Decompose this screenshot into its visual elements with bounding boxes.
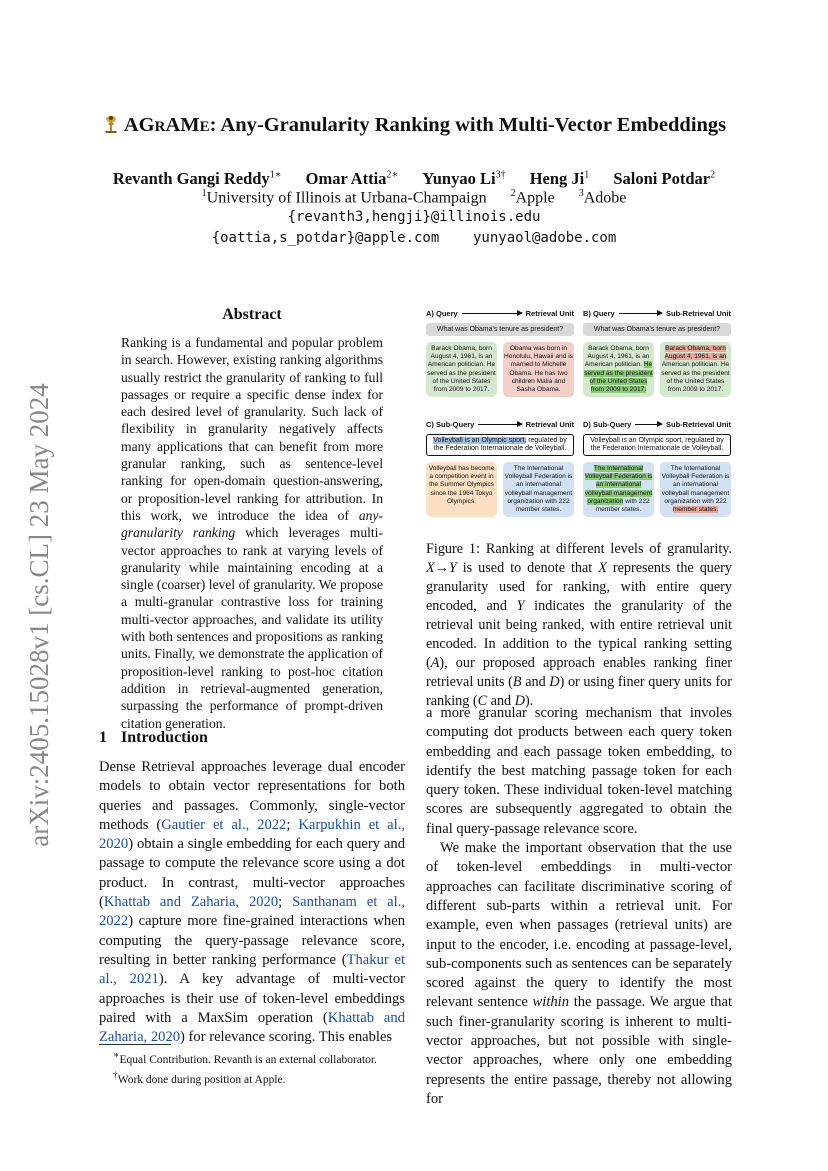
author: Yunyao $Li^{3\dagger}$ — [422, 169, 506, 188]
sub-query-box: Volleyball is an Olympic sport, regulated by the Federation Internationale de Volleyball. — [426, 434, 574, 456]
paragraph: a more granular scoring mechanism that involes computing dot products between each query token embedding and each passage token embedding, to identify the best matching passage token for each query token. These individual token-level matching scores are subsequently aggregated to obtain the final query-passage relevance score. — [426, 705, 732, 837]
query-box: What was Obama's tenure as president? — [583, 323, 731, 336]
paper-title: AGRAME: Any-Granularity Ranking with Multi-Vector Embeddings — [0, 114, 828, 137]
figure-panel-d: D) Sub-Query Sub-Retrieval Unit Volleyball is an Olympic sport, regulated by the Federation Internationale de Volleyball. The International Volleyball Federation is an international volleyball management organization with 222 member states. The International Volleyball Federation is an international volleyball management organization with 222 member states. — [583, 418, 731, 517]
author: Saloni Potdar$^2$ — [613, 169, 716, 188]
paragraph: We make the important observation that the use of token-level embeddings in multi-vector approaches can facilitate discriminative scoring of different sub-parts within a retrieval unit. For example, even when passages (retrieval units) are input to the encoder, i.e. encoding at passage-level, sub-components such as sentences can be separately scored against the query to identify the most relevant sentence within the passage. We argue that such finer-granularity scoring is inherent to multi-vector approaches, but not possible with single-vector approaches, where only one embedding represents the entire passage, thereby not allowing for — [426, 840, 733, 1107]
retrieval-card: Barack Obama, born August 4, 1961, is an American politician. He served as the president of the United States from 2009 to 2017. — [583, 342, 654, 397]
affiliations: $^1$University of Illinois at Urbana-Champaign $^2$Apple $^3$Adobe — [201, 188, 627, 207]
figure-caption: Figure 1: Ranking at different levels of granularity. X→Y is used to denote that X represents the query granularity used for ranking, with entire query encoded, and Y indicates the granularity of the retrieval unit being ranked, with entire retrieval unit encoded. In addition to the typical ranking setting (A), our proposed approach enables ranking finer retrieval units (B and D) or using finer query units for ranking (C and D). — [426, 541, 732, 709]
footnote-1: ∗Equal Contribution. Revanth is an external collaborator. — [113, 1050, 377, 1066]
footnotes — [99, 1048, 405, 1088]
query-box: What was Obama's tenure as president? — [426, 323, 574, 336]
retrieval-card: Volleyball has become a competition event in the Summer Olympics since the 1964 Tokyo Olympics. — [426, 462, 497, 517]
retrieval-card: The International Volleyball Federation is an international volleyball management organization with 222 member states. — [583, 462, 654, 517]
figure-panel-a: A) Query Retrieval Unit What was Obama's tenure as president? Barack Obama, born August 4, 1961, is an American politician. He served as the president of the United States from 2009 to 2017. Obama was born in Honolulu, Hawaii and is married to Michelle Obama. He has two children Malia and Sasha Obama. — [426, 307, 574, 397]
citation-link[interactable]: Khattab and Zaharia, 2020 — [103, 894, 279, 911]
retrieval-card: The International Volleyball Federation is an international volleyball management organization with 222 member states. — [660, 462, 731, 517]
right-column-text — [426, 704, 732, 1109]
retrieval-card: Barack Obama, born August 4, 1961, is an American politician. He served as the president of the United States from 2009 to 2017. — [660, 342, 731, 397]
footnote-2: †Work done during position at Apple. — [113, 1069, 286, 1086]
retrieval-card: Obama was born in Honolulu, Hawaii and is married to Michelle Obama. He has two children Malia and Sasha Obama. — [503, 342, 574, 397]
arrow-icon — [635, 424, 662, 425]
arxiv-identifier — [10, 345, 60, 885]
citation-link[interactable]: Thakur et al., 2021 — [99, 951, 406, 988]
citation-link[interactable]: Gautier et al., 2022 — [161, 816, 287, 833]
figure-panel-b: B) Query Sub-Retrieval Unit What was Obama's tenure as president? Barack Obama, born August 4, 1961, is an American politician. He served as the president of the United States from 2009 to 2017. Barack Obama, born August 4, 1961, is an American politician. He served as the president of the United States from 2009 to 2017. — [583, 307, 731, 397]
arxiv-id-text: arXiv:2405.15028v1 [cs.CL] 23 May 2024 — [24, 383, 54, 847]
grammy-trophy-icon — [102, 114, 120, 134]
citation-link[interactable]: Santhanam et al., 2022 — [99, 894, 405, 930]
footnote-divider — [99, 1044, 171, 1045]
arrow-icon — [462, 313, 522, 314]
author: Heng Ji$^1$ — [529, 169, 590, 188]
figure-1 — [426, 303, 732, 525]
email-line-2: {oattia,s_potdar}@apple.com yunyaol@adobe.com — [211, 230, 617, 246]
intro-paragraph: Dense Retrieval approaches leverage dual encoder models to obtain vector representations for both queries and passages. Commonly, single-vector methods (Gautier et al., 2022; Karpukhin et al., 2020) obtain a single embedding for each query and passage to compute the relevance score using a dot product. In contrast, multi-vector approaches (Khattab and Zaharia, 2020; Santhanam et al., 2022) capture more fine-grained interactions when computing the query-passage relevance score, resulting in better ranking performance (Thakur et al., 2021). A key advantage of multi-vector approaches is their use of token-level embeddings paired with a MaxSim operation (Khattab and Zaharia, 2020) for relevance scoring. This enables — [99, 759, 406, 1046]
figure-panel-c: C) Sub-Query Retrieval Unit Volleyball is an Olympic sport, regulated by the Federation Internationale de Volleyball. Volleyball has become a competition event in the Summer Olympics since the 1964 Tokyo Olympics. The International Volleyball Federation is an international volleyball management organization with 222 member states. — [426, 418, 574, 517]
abstract-heading: Abstract — [222, 306, 282, 323]
arrow-icon — [619, 313, 662, 314]
author: Omar Attia$^{2∗}$ — [305, 169, 399, 188]
sub-query-box: Volleyball is an Olympic sport, regulated by the Federation Internationale de Volleyball. — [583, 434, 731, 456]
author: Revanth Gangi Reddy$^{1∗}$ — [112, 169, 282, 188]
email-line-1: {revanth3,hengji}@illinois.edu — [287, 209, 541, 225]
author-list — [0, 169, 828, 189]
retrieval-card: Barack Obama, born August 4, 1961, is an American politician. He served as the president of the United States from 2009 to 2017. — [426, 342, 497, 397]
abstract-text: Ranking is a fundamental and popular problem in search. However, existing ranking algorithms usually restrict the granularity of ranking to full passages or require a specific dense index for each desired level of granularity. Such lack of flexibility in granularity negatively affects many applications that can benefit from more granular ranking, such as sentence-level ranking for open-domain question-answering, or proposition-level ranking for attribution. In this work, we introduce the idea of any-granularity ranking which leverages multi-vector approaches to rank at varying levels of granularity while maintaining encoding at a single (coarser) level of granularity. We propose a multi-granular contrastive loss for training multi-vector approaches, and validate its utility with both sentences and propositions as ranking units. Finally, we demonstrate the application of proposition-level ranking to post-hoc citation addition in retrieval-augmented generation, surpassing the performance of prompt-driven citation generation. — [121, 335, 383, 731]
retrieval-card: The International Volleyball Federation is an international volleyball management organization with 222 member states. — [503, 462, 574, 517]
arrow-icon — [478, 424, 521, 425]
citation-link[interactable]: Karpukhin et al., 2020 — [99, 816, 405, 853]
citation-link[interactable]: Khattab and Zaharia, 2020 — [99, 1009, 405, 1046]
section-heading: 1 Introduction — [99, 729, 208, 746]
